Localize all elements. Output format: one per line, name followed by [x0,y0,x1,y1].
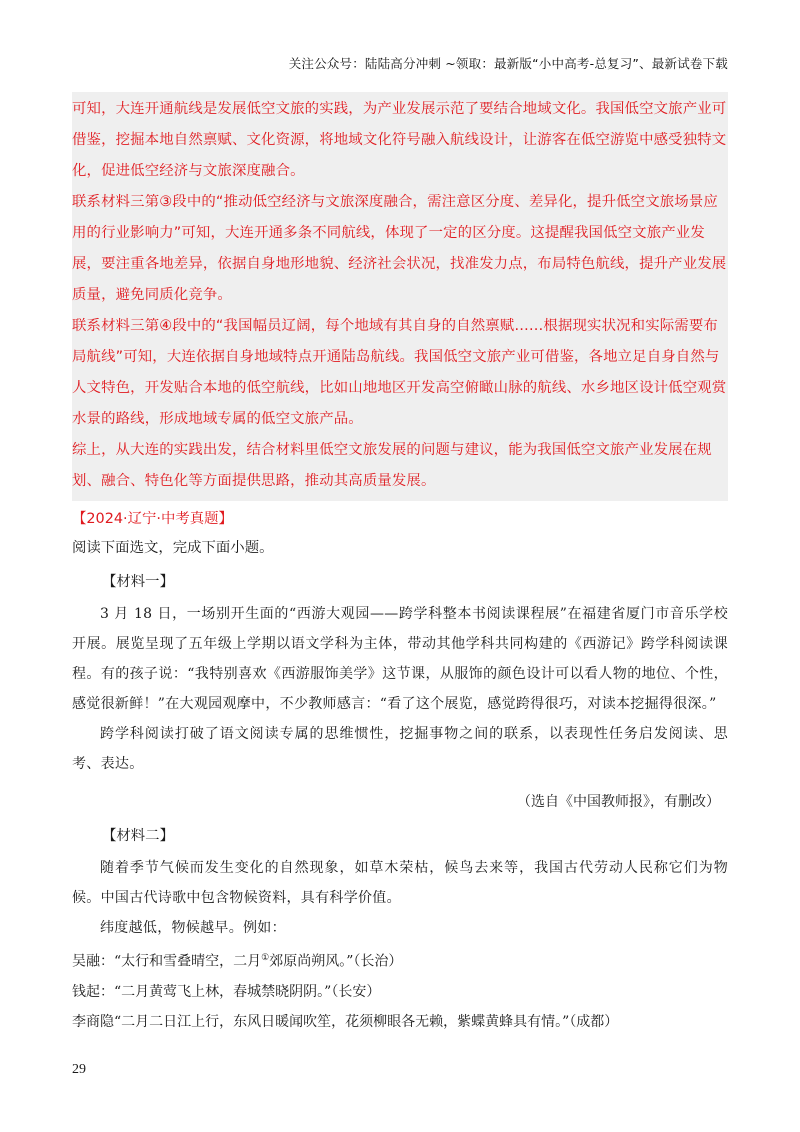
answer-paragraph: 综上，从大连的实践出发，结合材料里低空文旅发展的问题与建议，能为我国低空文旅产业发展在规划、融合、特色化等方面提供思路，推动其高质量发展。 [72,442,712,489]
poem-author: 吴融： [72,953,114,970]
answer-paragraph: 可知，大连开通航线是发展低空文旅的实践，为产业发展示范了要结合地域文化。我国低空文旅产业可借鉴，挖掘本地自然禀赋、文化资源，将地域文化符号融入航线设计，让游客在低空游览中感受独特文化，促进低空经济与文旅深度融合。 [72,101,727,179]
material-one-source: （选自《中国教师报》，有删改） [517,794,720,810]
poem-text: “太行和雪叠晴空，二月 [114,953,262,970]
poem-text: 郊原尚朔风。”（长治） [269,953,403,970]
material-one-title: 【材料一】 [102,574,174,590]
answer-paragraph: 联系材料三第③段中的“推动低空经济与文旅深度融合，需注意区分度、差异化，提升低空文旅场景应用的行业影响力”可知，大连开通多条不同航线，体现了一定的区分度。这提醒我国低空文旅产业发展，要注重各地差异，依据自身地形地貌、经济社会状况，找准发力点，布局特色航线，提升产业发展质量，避免同质化竞争。 [72,194,727,303]
page-number: 29 [72,1062,86,1077]
material-one-paragraph: 3 月 18 日，一场别开生面的“西游大观园——跨学科整本书阅读课程展”在福建省厦门市音乐学校开展。展览呈现了五年级上学期以语文学科为主体，带动其他学科共同构建的《西游记》跨学科阅读课程。有的孩子说：“我特别喜欢《西游服饰美学》这节课，从服饰的颜色设计可以看人物的地位、个性，感觉很新鲜！”在大观园观摩中，不少教师感言：“看了这个展览，感觉跨得很巧，对读本挖掘得很深。” [72,606,728,712]
material-two-title: 【材料二】 [102,828,174,844]
poem-line [72,977,728,1007]
poem-line [72,1007,728,1037]
reading-instruction: 阅读下面选文，完成下面小题。 [72,540,274,556]
answer-explanation-box [72,92,728,501]
material-one-paragraph: 跨学科阅读打破了语文阅读专属的思维惯性，挖掘事物之间的联系，以表现性任务启发阅读、思考、表达。 [72,726,728,772]
footnote-marker: ① [261,953,270,963]
poem-author: 钱起： [72,983,114,1000]
material-two-paragraph: 随着季节气候而发生变化的自然现象，如草木荣枯，候鸟去来等，我国古代劳动人民称它们为物候。中国古代诗歌中包含物候资料，具有科学价值。 [72,860,728,906]
poem-author: 李商隐 [72,1013,114,1030]
answer-paragraph: 联系材料三第④段中的“我国幅员辽阔，每个地域有其自身的自然禀赋……根据现实状况和实际需要布局航线”可知，大连依据自身地域特点开通陆岛航线。我国低空文旅产业可借鉴，各地立足自身自然与人文特色，开发贴合本地的低空航线，比如山地地区开发高空俯瞰山脉的航线、水乡地区设计低空观赏水景的路线，形成地域专属的低空文旅产品。 [72,318,727,427]
poem-line [72,943,728,977]
material-two-paragraph: 纬度越低，物候越早。例如： [100,920,286,936]
poem-text: “二月黄莺飞上林，春城禁晓阴阴。”（长安） [114,983,381,1000]
question-section [72,505,728,1037]
page-header: 关注公众号：陆陆高分冲刺 ~领取：最新版“小中高考-总复习”、最新试卷下载 [288,56,728,71]
poem-text: “二月二日江上行，东风日暖闻吹笙，花须柳眼各无赖，紫蝶黄蜂具有情。”（成都） [114,1013,619,1030]
exam-source-tag: 【2024·辽宁·中考真题】 [72,511,233,527]
